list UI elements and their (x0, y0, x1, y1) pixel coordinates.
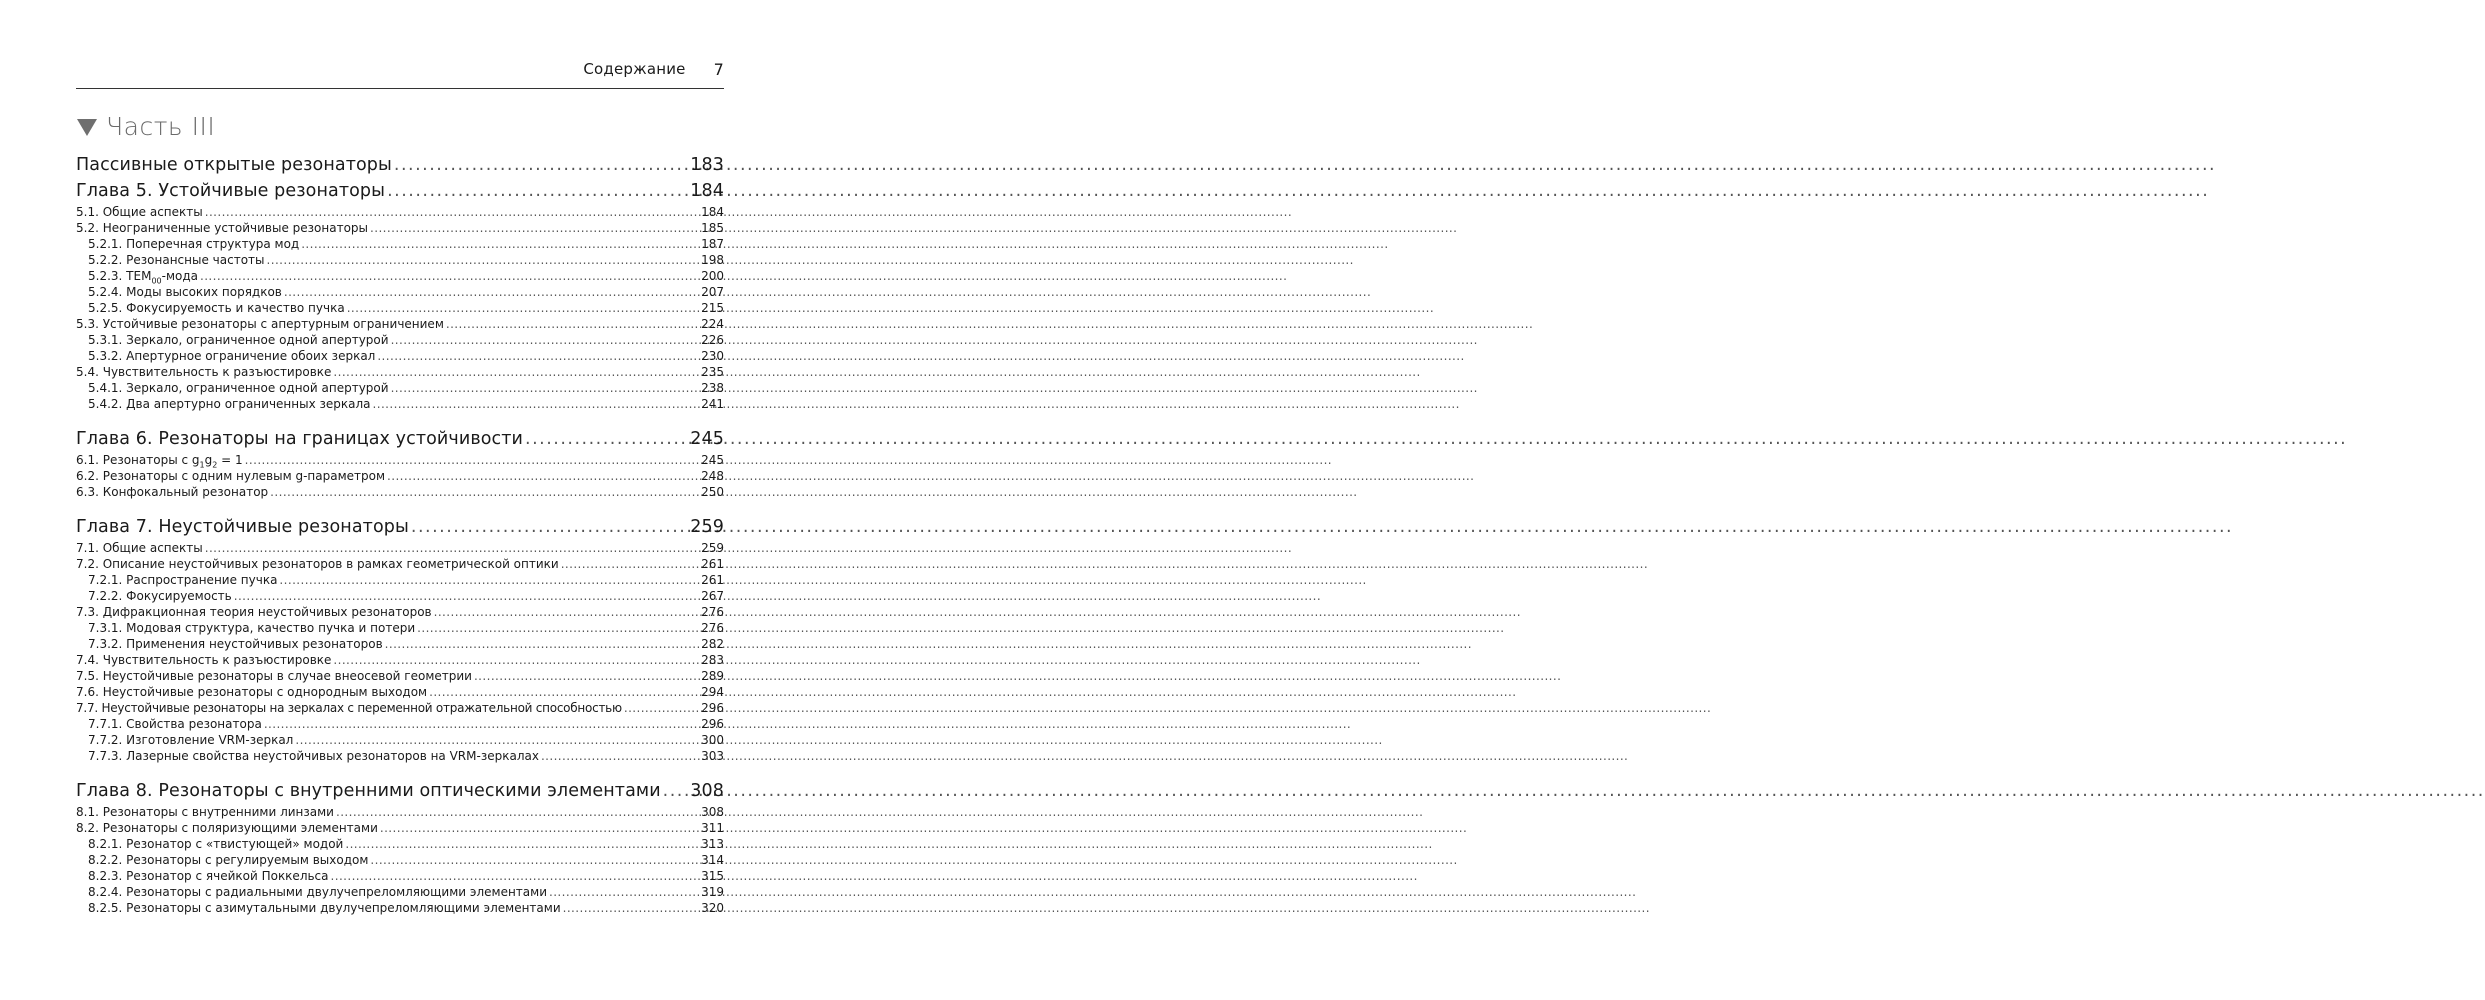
toc-leader (624, 700, 699, 716)
toc-entry-8-2-4[interactable] (76, 884, 724, 900)
toc-entry-7-7-2[interactable] (76, 732, 724, 748)
toc-entry-page: 296 (701, 701, 724, 715)
subscript: 1 (199, 460, 205, 470)
chapter-title: Глава 6. Резонаторы на границах устойчивости (76, 429, 524, 449)
toc-entry-5-3-2[interactable] (76, 348, 724, 364)
toc-entry-page: 238 (701, 381, 724, 395)
toc-entry-8-2-2[interactable] (76, 852, 724, 868)
chapter-spacer (76, 500, 724, 514)
subscript: 2 (212, 460, 218, 470)
chapter-title: Глава 5. Устойчивые резонаторы (76, 181, 386, 201)
toc-entry-title: 7.2.1. Распространение пучка (88, 573, 278, 587)
toc-leader (663, 778, 689, 804)
toc-entry-title: 5.3.2. Апертурное ограничение обоих зеркал (88, 349, 376, 363)
toc-leader (541, 748, 699, 764)
toc-entry-title: 7.5. Неустойчивые резонаторы в случае внеосевой геометрии (76, 669, 472, 683)
toc-entry-title: 8.1. Резонаторы с внутренними линзами (76, 805, 334, 819)
toc-entry-title: 8.2.1. Резонатор с «твистующей» модой (88, 837, 344, 851)
toc-entry-title: 5.4.1. Зеркало, ограниченное одной апертурой (88, 381, 389, 395)
toc-leader (331, 868, 700, 884)
toc-entry-title: 6.3. Конфокальный резонатор (76, 485, 269, 499)
toc-leader (563, 900, 699, 916)
toc-entry-page: 259 (701, 541, 724, 555)
toc-entry-title: 8.2.3. Резонатор с ячейкой Поккельса (88, 869, 329, 883)
subscript: 00 (151, 276, 162, 286)
toc-leader (391, 332, 700, 348)
toc-leader (264, 716, 699, 732)
toc-chapter-5[interactable] (76, 178, 724, 204)
toc-entry-title: 7.2.2. Фокусируемость (88, 589, 232, 603)
toc-leader (234, 588, 699, 604)
toc-entry-page: 230 (701, 349, 724, 363)
toc-entry-page: 187 (701, 237, 724, 251)
toc-leader (205, 204, 699, 220)
toc-entry-page: 261 (701, 573, 724, 587)
toc-entry-7-2-1[interactable] (76, 572, 724, 588)
toc-entry-page: 207 (701, 285, 724, 299)
toc-entry-7-2[interactable] (76, 556, 724, 572)
toc-entry-title: 7.7.3. Лазерные свойства неустойчивых резонаторов на VRM-зеркалах (88, 749, 539, 763)
toc-entry-title: Пассивные открытые резонаторы (76, 155, 392, 175)
title-part: = 1 (217, 453, 243, 467)
toc-chapter-8[interactable] (76, 778, 724, 804)
toc-entry-title: 8.2.2. Резонаторы с регулируемым выходом (88, 853, 369, 867)
page-number: 7 (713, 60, 724, 79)
toc-leader (200, 268, 699, 284)
toc-leader (387, 178, 688, 204)
toc-entry-page: 261 (701, 557, 724, 571)
toc-leader (370, 852, 699, 868)
toc-part-entry[interactable] (76, 152, 724, 178)
toc-entry-5-3[interactable] (76, 316, 724, 332)
triangle-down-icon (76, 117, 98, 137)
toc-leader (245, 452, 699, 468)
toc-leader (525, 426, 688, 452)
title-part: 6.1. Резонаторы с g (76, 453, 200, 467)
toc-entry-page: 200 (701, 269, 724, 283)
toc-entry-title: 7.7.2. Изготовление VRM-зеркал (88, 733, 294, 747)
toc-entry-8-1[interactable] (76, 804, 724, 820)
chapter-title: Глава 8. Резонаторы с внутренними оптическими элементами (76, 781, 661, 801)
toc-entry-page: 183 (690, 155, 724, 175)
toc-entry-title: 5.2. Неограниченные устойчивые резонаторы (76, 221, 369, 235)
toc-entry-7-4[interactable] (76, 652, 724, 668)
toc-leader (394, 152, 688, 178)
toc-entry-6-1[interactable] (76, 452, 724, 468)
toc-entry-title (88, 268, 198, 284)
toc-entry-page: 224 (701, 317, 724, 331)
toc-entry-page: 319 (701, 885, 724, 899)
toc-entry-page: 283 (701, 653, 724, 667)
toc-entry-7-5[interactable] (76, 668, 724, 684)
toc-entry-title: 5.2.5. Фокусируемость и качество пучка (88, 301, 345, 315)
toc-entry-title: 6.2. Резонаторы с одним нулевым g-параметром (76, 469, 386, 483)
toc-leader (205, 540, 699, 556)
toc-entry-7-7-3[interactable] (76, 748, 724, 764)
toc-leader (295, 732, 699, 748)
toc-entry-title: 7.1. Общие аспекты (76, 541, 203, 555)
toc-leader (336, 804, 699, 820)
title-part: g (204, 453, 213, 467)
chapter-page: 245 (690, 429, 724, 449)
toc-entry-7-2-2[interactable] (76, 588, 724, 604)
toc-entry-page: 315 (701, 869, 724, 883)
toc-entry-title: 7.3. Дифракционная теория неустойчивых резонаторов (76, 605, 432, 619)
toc-entry-title: 7.4. Чувствительность к разъюстировке (76, 653, 332, 667)
toc-entry-5-1[interactable] (76, 204, 724, 220)
toc-chapter-7[interactable] (76, 514, 724, 540)
toc-entry-page: 241 (701, 397, 724, 411)
toc-entry-5-2-4[interactable] (76, 284, 724, 300)
toc-entry-page: 267 (701, 589, 724, 603)
toc-entry-title: 8.2.5. Резонаторы с азимутальными двулучепреломляющими элементами (88, 901, 561, 915)
toc-entry-5-2-3[interactable] (76, 268, 724, 284)
title-part: 5.2.3. TEM (88, 269, 152, 283)
chapter-page: 308 (690, 781, 724, 801)
toc-entry-6-3[interactable] (76, 484, 724, 500)
toc-entry-page: 313 (701, 837, 724, 851)
toc-entry-page: 248 (701, 469, 724, 483)
toc-entry-title: 5.3. Устойчивые резонаторы с апертурным ограничением (76, 317, 444, 331)
toc-entry-page: 276 (701, 621, 724, 635)
toc-leader (301, 236, 699, 252)
toc-leader (333, 652, 699, 668)
toc-entry-8-2-3[interactable] (76, 868, 724, 884)
toc-leader (429, 684, 699, 700)
toc-leader (387, 468, 699, 484)
chapter-page: 184 (690, 181, 724, 201)
toc-entry-5-2-5[interactable] (76, 300, 724, 316)
toc-leader (345, 836, 699, 852)
toc-entry-page: 185 (701, 221, 724, 235)
table-of-contents (76, 152, 724, 916)
toc-entry-title: 7.7.1. Свойства резонатора (88, 717, 262, 731)
toc-entry-8-2[interactable] (76, 820, 724, 836)
toc-entry-title: 5.1. Общие аспекты (76, 205, 203, 219)
toc-entry-7-1[interactable] (76, 540, 724, 556)
toc-entry-page: 198 (701, 253, 724, 267)
toc-entry-page: 308 (701, 805, 724, 819)
title-part: -мода (161, 269, 198, 283)
toc-leader (434, 604, 699, 620)
toc-entry-title: 5.4. Чувствительность к разъюстировке (76, 365, 332, 379)
toc-entry-5-4-1[interactable] (76, 380, 724, 396)
running-head (76, 60, 724, 89)
toc-entry-6-2[interactable] (76, 468, 724, 484)
toc-entry-5-3-1[interactable] (76, 332, 724, 348)
toc-entry-8-2-5[interactable] (76, 900, 724, 916)
toc-leader (446, 316, 699, 332)
toc-entry-7-7-1[interactable] (76, 716, 724, 732)
toc-entry-5-2-2[interactable] (76, 252, 724, 268)
toc-entry-title: 5.4.2. Два апертурно ограниченных зеркала (88, 397, 371, 411)
toc-leader (474, 668, 699, 684)
toc-entry-page: 303 (701, 749, 724, 763)
toc-entry-7-3[interactable] (76, 604, 724, 620)
toc-entry-5-4-2[interactable] (76, 396, 724, 412)
chapter-page: 259 (690, 517, 724, 537)
toc-leader (347, 300, 699, 316)
toc-entry-7-3-2[interactable] (76, 636, 724, 652)
toc-entry-page: 296 (701, 717, 724, 731)
toc-entry-title: 7.3.2. Применения неустойчивых резонаторов (88, 637, 383, 651)
part-title: Часть III (106, 112, 216, 141)
toc-entry-page: 300 (701, 733, 724, 747)
toc-entry-title: 5.3.1. Зеркало, ограниченное одной апертурой (88, 333, 389, 347)
toc-leader (380, 820, 699, 836)
toc-leader (333, 364, 699, 380)
toc-entry-page: 215 (701, 301, 724, 315)
toc-entry-title: 8.2. Резонаторы с поляризующими элементами (76, 821, 378, 835)
toc-leader (391, 380, 700, 396)
toc-entry-page: 294 (701, 685, 724, 699)
toc-entry-page: 276 (701, 605, 724, 619)
toc-leader (270, 484, 699, 500)
running-head-title: Содержание (583, 60, 686, 78)
toc-leader (267, 252, 700, 268)
toc-entry-title: 7.6. Неустойчивые резонаторы с однородным выходом (76, 685, 428, 699)
toc-entry-5-2-1[interactable] (76, 236, 724, 252)
toc-leader (561, 556, 699, 572)
toc-entry-8-2-1[interactable] (76, 836, 724, 852)
toc-leader (284, 284, 699, 300)
toc-entry-page: 250 (701, 485, 724, 499)
toc-entry-title: 7.3.1. Модовая структура, качество пучка и потери (88, 621, 416, 635)
toc-entry-page: 314 (701, 853, 724, 867)
toc-entry-page: 282 (701, 637, 724, 651)
chapter-title: Глава 7. Неустойчивые резонаторы (76, 517, 409, 537)
toc-leader (373, 396, 700, 412)
toc-entry-page: 311 (701, 821, 724, 835)
toc-entry-title (76, 452, 243, 468)
toc-entry-page: 226 (701, 333, 724, 347)
toc-leader (411, 514, 688, 540)
toc-entry-title: 5.2.4. Моды высоких порядков (88, 285, 282, 299)
chapter-spacer (76, 764, 724, 778)
toc-entry-7-3-1[interactable] (76, 620, 724, 636)
toc-chapter-6[interactable] (76, 426, 724, 452)
toc-entry-page: 184 (701, 205, 724, 219)
toc-entry-5-4[interactable] (76, 364, 724, 380)
toc-leader (549, 884, 699, 900)
part-heading (76, 112, 215, 141)
toc-entry-7-6[interactable] (76, 684, 724, 700)
toc-leader (417, 620, 699, 636)
toc-entry-title: 8.2.4. Резонаторы с радиальными двулучепреломляющими элементами (88, 885, 547, 899)
toc-entry-page: 320 (701, 901, 724, 915)
toc-entry-title: 7.2. Описание неустойчивых резонаторов в рамках геометрической оптики (76, 557, 559, 571)
toc-entry-5-2[interactable] (76, 220, 724, 236)
toc-entry-page: 245 (701, 453, 724, 467)
toc-entry-title: 5.2.1. Поперечная структура мод (88, 237, 300, 251)
toc-leader (370, 220, 699, 236)
toc-entry-7-7[interactable] (76, 700, 724, 716)
toc-leader (279, 572, 699, 588)
toc-entry-title: 5.2.2. Резонансные частоты (88, 253, 265, 267)
toc-leader (377, 348, 699, 364)
toc-entry-title: 7.7. Неустойчивые резонаторы на зеркалах с переменной отражательной способностью (76, 701, 622, 715)
chapter-spacer (76, 412, 724, 426)
toc-leader (385, 636, 699, 652)
page (0, 0, 800, 1000)
toc-entry-page: 235 (701, 365, 724, 379)
toc-entry-page: 289 (701, 669, 724, 683)
